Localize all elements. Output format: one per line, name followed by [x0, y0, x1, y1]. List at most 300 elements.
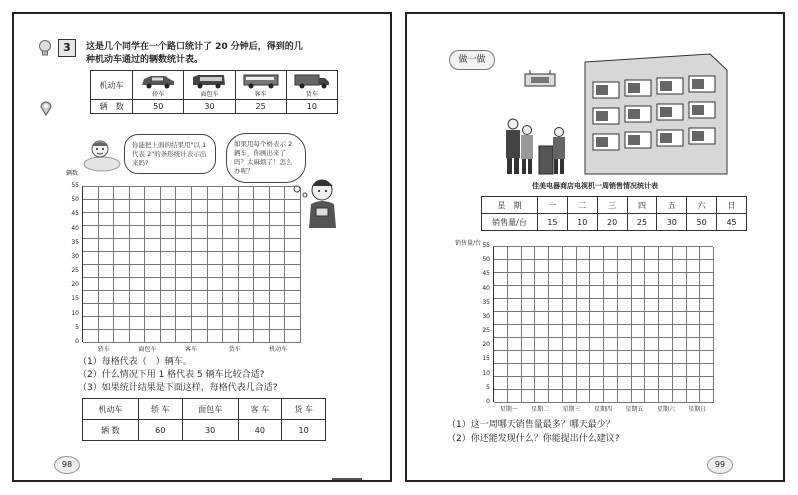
grid-cell	[285, 226, 301, 239]
grid-cell	[99, 252, 115, 265]
sales-table-title: 佳美电器商店电视机一周销售情况统计表	[532, 182, 658, 190]
grid-cell	[687, 299, 701, 312]
grid-cell	[145, 252, 161, 265]
chart1-ytick: 0	[75, 338, 79, 345]
chart2-ytick: 15	[482, 355, 490, 363]
chart2-ytick: 25	[482, 327, 490, 335]
grid-cell	[577, 338, 591, 351]
grid-cell	[254, 226, 270, 239]
grid-cell	[83, 239, 99, 252]
grid-cell	[99, 187, 115, 200]
grid-cell	[192, 291, 208, 304]
grid-cell	[659, 286, 673, 299]
grid-cell	[223, 278, 239, 291]
grid-cell	[254, 200, 270, 213]
left-question-1: （1）每格代表（ ）辆车。	[78, 357, 192, 367]
grid-cell	[549, 338, 563, 351]
grid-cell	[239, 213, 255, 226]
chart2-ytick: 5	[486, 383, 490, 391]
grid-cell	[208, 226, 224, 239]
grid-cell	[208, 317, 224, 330]
grid-cell	[563, 299, 577, 312]
grid-cell	[254, 265, 270, 278]
grid-cell	[192, 226, 208, 239]
grid-cell	[632, 260, 646, 273]
grid-cell	[673, 364, 687, 377]
grid-cell	[535, 273, 549, 286]
grid-cell	[618, 286, 632, 299]
grid-cell	[700, 338, 714, 351]
grid-cell	[618, 247, 632, 260]
car-label: 轿车	[152, 91, 165, 98]
grid-cell	[632, 390, 646, 403]
grid-cell	[645, 260, 659, 273]
grid-cell	[563, 286, 577, 299]
grid-cell	[145, 187, 161, 200]
table1-header-vehicle: 机动车	[91, 71, 133, 100]
grid-cell	[577, 260, 591, 273]
grid-cell	[285, 330, 301, 343]
grid-cell	[577, 390, 591, 403]
sales-table-sales-header: 销售量/台	[482, 214, 538, 231]
grid-cell	[673, 390, 687, 403]
grid-cell	[239, 239, 255, 252]
grid-cell	[176, 226, 192, 239]
grid-cell	[161, 239, 177, 252]
chart2-ytick: 20	[482, 341, 490, 349]
grid-cell	[508, 325, 522, 338]
grid-cell	[618, 299, 632, 312]
bottom-mark	[332, 478, 362, 482]
car-cell	[133, 71, 184, 100]
grid-cell	[604, 312, 618, 325]
grid-cell	[239, 265, 255, 278]
grid-cell	[659, 364, 673, 377]
grid-cell	[270, 304, 286, 317]
grid-cell	[145, 265, 161, 278]
grid-cell	[192, 304, 208, 317]
grid-cell	[254, 291, 270, 304]
intro-text-line1: 这是几个同学在一个路口统计了 20 分钟后，得到的几	[86, 42, 303, 52]
grid-cell	[223, 291, 239, 304]
grid-cell	[254, 239, 270, 252]
grid-cell	[239, 317, 255, 330]
grid-cell	[254, 278, 270, 291]
left-question-2: （2）什么情况下用 1 格代表 5 辆车比较合适?	[78, 370, 265, 380]
grid-cell	[687, 390, 701, 403]
grid-cell	[192, 330, 208, 343]
grid-cell	[494, 351, 508, 364]
grid-cell	[535, 260, 549, 273]
grid-cell	[114, 213, 130, 226]
grid-cell	[659, 299, 673, 312]
table2-row-label: 辆 数	[83, 420, 139, 441]
grid-cell	[285, 239, 301, 252]
table1-count-bus: 25	[235, 100, 286, 114]
grid-cell	[145, 330, 161, 343]
grid-cell	[114, 278, 130, 291]
grid-cell	[535, 286, 549, 299]
van-cell	[184, 71, 235, 100]
grid-cell	[549, 351, 563, 364]
grid-cell	[687, 286, 701, 299]
table2-header-0: 机动车	[83, 399, 139, 420]
sales-day-7: 日	[717, 197, 747, 214]
grid-cell	[145, 278, 161, 291]
grid-cell	[145, 213, 161, 226]
grid-cell	[208, 304, 224, 317]
grid-cell	[176, 304, 192, 317]
grid-cell	[632, 273, 646, 286]
grid-cell	[577, 377, 591, 390]
grid-cell	[192, 213, 208, 226]
grid-cell	[577, 325, 591, 338]
table1-count-car: 50	[133, 100, 184, 114]
grid-cell	[645, 351, 659, 364]
sales-value-4: 25	[627, 214, 657, 231]
grid-cell	[604, 351, 618, 364]
grid-cell	[176, 239, 192, 252]
table2-header-1: 轿 车	[138, 399, 182, 420]
grid-cell	[508, 286, 522, 299]
grid-cell	[99, 317, 115, 330]
chart2-xtick: 星期日	[688, 406, 707, 413]
grid-cell	[192, 278, 208, 291]
grid-cell	[176, 330, 192, 343]
grid-cell	[522, 286, 536, 299]
grid-cell	[270, 278, 286, 291]
grid-cell	[99, 330, 115, 343]
grid-cell	[239, 226, 255, 239]
grid-cell	[632, 364, 646, 377]
grid-cell	[673, 273, 687, 286]
grid-cell	[659, 351, 673, 364]
grid-cell	[83, 213, 99, 226]
grid-cell	[494, 273, 508, 286]
chart1-ytick: 25	[71, 267, 79, 275]
chart2-ytick: 10	[482, 369, 490, 377]
grid-cell	[645, 273, 659, 286]
sales-table-day-header: 星 期	[482, 197, 538, 214]
grid-cell	[673, 286, 687, 299]
grid-cell	[161, 200, 177, 213]
grid-cell	[687, 351, 701, 364]
chart1-ytick: 40	[71, 224, 79, 232]
grid-cell	[239, 200, 255, 213]
grid-cell	[687, 273, 701, 286]
grid-cell	[604, 377, 618, 390]
grid-cell	[130, 291, 146, 304]
grid-cell	[99, 226, 115, 239]
grid-cell	[270, 252, 286, 265]
sales-value-5: 30	[657, 214, 687, 231]
grid-cell	[223, 317, 239, 330]
grid-cell	[577, 351, 591, 364]
grid-cell	[223, 330, 239, 343]
grid-cell	[83, 265, 99, 278]
grid-cell	[508, 390, 522, 403]
grid-cell	[145, 291, 161, 304]
grid-cell	[285, 291, 301, 304]
chart1-ytick: 50	[71, 196, 79, 204]
chart2-ytick: 50	[482, 256, 490, 264]
grid-cell	[549, 325, 563, 338]
grid-cell	[563, 273, 577, 286]
grid-cell	[700, 247, 714, 260]
right-page-number: 99	[707, 456, 733, 474]
sales-day-5: 五	[657, 197, 687, 214]
grid-cell	[130, 304, 146, 317]
chart1-xtick: 轿车	[97, 346, 110, 353]
grid-cell	[99, 213, 115, 226]
grid-cell	[618, 338, 632, 351]
grid-cell	[270, 239, 286, 252]
grid-cell	[659, 247, 673, 260]
grid-cell	[563, 364, 577, 377]
chart2-xtick: 星期一	[499, 406, 518, 413]
sales-day-2: 二	[567, 197, 597, 214]
grid-cell	[700, 260, 714, 273]
grid-cell	[508, 351, 522, 364]
grid-cell	[522, 377, 536, 390]
table2-count-0: 60	[138, 420, 182, 441]
grid-cell	[254, 330, 270, 343]
grid-cell	[270, 226, 286, 239]
grid-cell	[130, 226, 146, 239]
grid-cell	[285, 278, 301, 291]
bus-label: 客车	[254, 91, 267, 98]
grid-cell	[590, 338, 604, 351]
grid-cell	[590, 273, 604, 286]
grid-cell	[145, 304, 161, 317]
grid-cell	[270, 265, 286, 278]
grid-cell	[632, 286, 646, 299]
grid-cell	[239, 187, 255, 200]
bus-cell	[235, 71, 286, 100]
grid-cell	[223, 187, 239, 200]
grid-cell	[604, 247, 618, 260]
grid-cell	[632, 377, 646, 390]
grid-cell	[285, 304, 301, 317]
grid-cell	[618, 351, 632, 364]
chart1-ytick: 55	[71, 182, 79, 189]
grid-cell	[673, 325, 687, 338]
grid-cell	[494, 390, 508, 403]
grid-cell	[270, 330, 286, 343]
grid-cell	[700, 325, 714, 338]
grid-cell	[659, 273, 673, 286]
grid-cell	[618, 377, 632, 390]
grid-cell	[192, 265, 208, 278]
grid-cell	[604, 273, 618, 286]
grid-cell	[161, 317, 177, 330]
chart1-ytick: 20	[71, 281, 79, 289]
grid-cell	[604, 286, 618, 299]
chart1-xtick: 货车	[228, 346, 241, 353]
grid-cell	[549, 247, 563, 260]
grid-cell	[522, 351, 536, 364]
grid-cell	[208, 265, 224, 278]
grid-cell	[494, 312, 508, 325]
grid-cell	[114, 239, 130, 252]
grid-cell	[522, 325, 536, 338]
left-page	[12, 12, 392, 482]
grid-cell	[239, 252, 255, 265]
truck-cell	[286, 71, 337, 100]
chart1-grid	[82, 186, 300, 342]
grid-cell	[114, 291, 130, 304]
boy-illustration	[302, 174, 344, 230]
grid-cell	[161, 278, 177, 291]
grid-cell	[114, 330, 130, 343]
grid-cell	[700, 390, 714, 403]
grid-cell	[494, 364, 508, 377]
grid-cell	[673, 312, 687, 325]
grid-cell	[223, 226, 239, 239]
grid-cell	[508, 247, 522, 260]
grid-cell	[618, 312, 632, 325]
grid-cell	[145, 226, 161, 239]
grid-cell	[254, 252, 270, 265]
grid-cell	[254, 304, 270, 317]
do-it-heading: 做一做	[449, 50, 495, 70]
grid-cell	[494, 286, 508, 299]
grid-cell	[176, 317, 192, 330]
grid-cell	[176, 291, 192, 304]
grid-cell	[239, 330, 255, 343]
grid-cell	[114, 187, 130, 200]
location-pin-icon	[40, 100, 52, 116]
grid-cell	[208, 252, 224, 265]
grid-cell	[508, 299, 522, 312]
grid-cell	[563, 351, 577, 364]
grid-cell	[161, 330, 177, 343]
grid-cell	[208, 291, 224, 304]
grid-cell	[618, 325, 632, 338]
grid-cell	[145, 317, 161, 330]
table1-count-van: 30	[184, 100, 235, 114]
grid-cell	[563, 390, 577, 403]
grid-cell	[563, 260, 577, 273]
chart1-ytick: 45	[71, 210, 79, 218]
right-page	[405, 12, 785, 482]
grid-cell	[700, 364, 714, 377]
grid-cell	[522, 338, 536, 351]
grid-cell	[83, 226, 99, 239]
grid-cell	[83, 187, 99, 200]
grid-cell	[549, 260, 563, 273]
kid-illustration	[82, 136, 122, 172]
grid-cell	[632, 247, 646, 260]
grid-cell	[270, 213, 286, 226]
grid-cell	[549, 390, 563, 403]
lightbulb-icon	[38, 40, 52, 56]
grid-cell	[192, 187, 208, 200]
grid-cell	[673, 351, 687, 364]
grid-cell	[604, 325, 618, 338]
grid-cell	[522, 312, 536, 325]
grid-cell	[208, 200, 224, 213]
grid-cell	[535, 351, 549, 364]
grid-cell	[659, 377, 673, 390]
vehicle-count-table	[90, 70, 338, 114]
grid-cell	[659, 312, 673, 325]
van-label: 面包车	[200, 91, 219, 98]
grid-cell	[604, 364, 618, 377]
grid-cell	[673, 247, 687, 260]
vehicle-count-table-2	[82, 398, 326, 441]
grid-cell	[549, 273, 563, 286]
left-page-number: 98	[54, 456, 80, 474]
grid-cell	[632, 325, 646, 338]
grid-cell	[270, 200, 286, 213]
table2-header-3: 客 车	[238, 399, 282, 420]
grid-cell	[176, 200, 192, 213]
grid-cell	[208, 239, 224, 252]
grid-cell	[83, 304, 99, 317]
table1-header-count: 辆 数	[91, 100, 133, 114]
grid-cell	[590, 286, 604, 299]
grid-cell	[161, 187, 177, 200]
grid-cell	[508, 260, 522, 273]
grid-cell	[130, 252, 146, 265]
grid-cell	[239, 304, 255, 317]
grid-cell	[99, 291, 115, 304]
sales-value-6: 50	[687, 214, 717, 231]
chart2-ytick: 55	[482, 242, 490, 249]
grid-cell	[563, 338, 577, 351]
bus-icon	[242, 73, 280, 89]
grid-cell	[590, 377, 604, 390]
chart2-grid	[493, 246, 713, 402]
grid-cell	[549, 312, 563, 325]
grid-cell	[687, 312, 701, 325]
grid-cell	[645, 377, 659, 390]
grid-cell	[130, 330, 146, 343]
table2-header-4: 货 车	[282, 399, 326, 420]
grid-cell	[83, 252, 99, 265]
chart1-ytick: 10	[71, 309, 79, 317]
grid-cell	[239, 291, 255, 304]
grid-cell	[494, 260, 508, 273]
truck-label: 货车	[305, 91, 318, 98]
grid-cell	[687, 247, 701, 260]
grid-cell	[659, 338, 673, 351]
grid-cell	[285, 317, 301, 330]
grid-cell	[535, 299, 549, 312]
grid-cell	[522, 260, 536, 273]
grid-cell	[83, 291, 99, 304]
chart2-ytick: 30	[482, 312, 490, 320]
grid-cell	[604, 338, 618, 351]
chart2-ytick: 40	[482, 284, 490, 292]
grid-cell	[645, 390, 659, 403]
tv-sales-table	[481, 196, 747, 231]
grid-cell	[508, 273, 522, 286]
grid-cell	[535, 312, 549, 325]
grid-cell	[659, 260, 673, 273]
grid-cell	[145, 239, 161, 252]
grid-cell	[223, 239, 239, 252]
grid-cell	[161, 304, 177, 317]
grid-cell	[659, 390, 673, 403]
grid-cell	[687, 325, 701, 338]
sales-value-2: 10	[567, 214, 597, 231]
grid-cell	[563, 377, 577, 390]
grid-cell	[494, 338, 508, 351]
grid-cell	[508, 312, 522, 325]
grid-cell	[176, 265, 192, 278]
